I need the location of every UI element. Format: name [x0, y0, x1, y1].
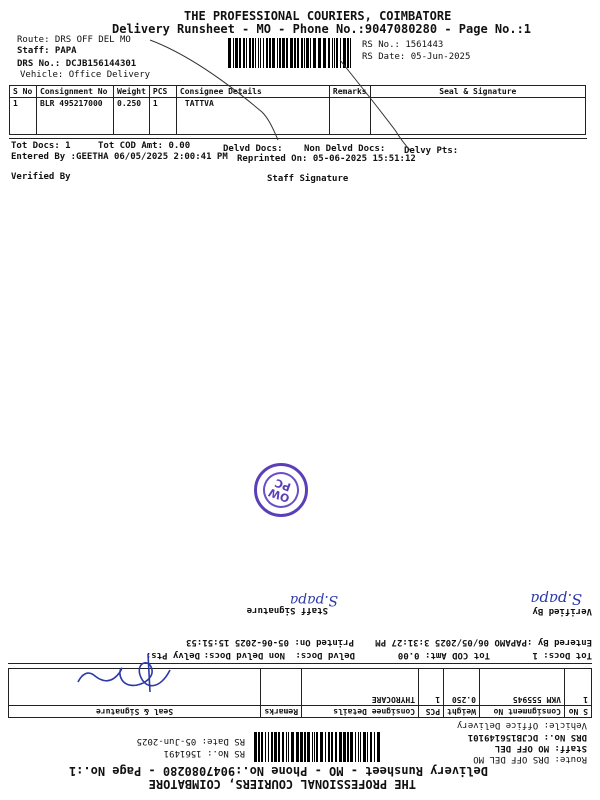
- barcode-bar: [254, 732, 257, 762]
- col-pcs: PCS: [149, 86, 176, 98]
- company-title: THE PROFESSIONAL COURIERS, COIMBATORE: [148, 777, 416, 791]
- rs-number: RS No.: 1561491: [163, 748, 245, 758]
- cell-consignment: BLR 495217000: [37, 98, 114, 135]
- barcode-bar: [325, 732, 326, 762]
- barcode-bar: [312, 732, 313, 762]
- cell-remarks: [261, 669, 302, 706]
- verifier-handwritten-mark: S.papa: [530, 590, 582, 608]
- barcode-bar: [278, 732, 280, 762]
- non-delvd-docs: Non Delvd Docs:: [203, 650, 285, 660]
- rs-date: RS Date: 05-Jun-2025: [362, 52, 471, 62]
- barcode-bar: [335, 732, 337, 762]
- barcode-bar: [268, 732, 269, 762]
- col-sno: S No: [10, 86, 37, 98]
- barcode-bar: [314, 732, 315, 762]
- col-pcs: PCS: [419, 706, 444, 718]
- vehicle-label: Vehicle: Office Delivery: [20, 70, 151, 80]
- barcode-bar: [300, 732, 303, 762]
- col-weight: Weight: [444, 706, 480, 718]
- barcode-bar: [331, 732, 333, 762]
- tot-cod: Tot COD Amt: 0.00: [397, 650, 490, 660]
- vehicle-label: Vehicle: Office Delivery: [456, 720, 587, 730]
- cell-weight: 0.250: [114, 98, 150, 135]
- company-title: THE PROFESSIONAL COURIERS, COIMBATORE: [184, 9, 452, 23]
- staff-signature: Staff Signature: [246, 605, 328, 615]
- verified-by: Verified By: [532, 606, 592, 616]
- stamp-text: OW PC: [258, 467, 304, 513]
- col-remarks: Remarks: [261, 706, 302, 718]
- staff-signature: Staff Signature: [267, 174, 349, 184]
- barcode-bar: [316, 732, 318, 762]
- verified-by: Verified By: [11, 172, 71, 182]
- col-seal: Seal & Signature: [370, 86, 585, 98]
- tot-cod: Tot COD Amt: 0.00: [98, 141, 191, 151]
- barcode-bar: [265, 732, 266, 762]
- barcode-bar: [328, 732, 330, 762]
- col-consignee: Consignee Details: [176, 86, 329, 98]
- barcode-bar: [282, 732, 284, 762]
- barcode: [250, 732, 380, 762]
- barcode-bar: [367, 732, 368, 762]
- route-label: Route: DRS OFF DEL MO: [473, 754, 587, 764]
- col-consignment: Consignment No: [480, 706, 565, 718]
- barcode-bar: [296, 732, 299, 762]
- col-consignee: Consignee Details: [302, 706, 419, 718]
- cell-sno: 1: [565, 669, 592, 706]
- entered-by: Entered By :PAPAMO 06/05/2025 3:31:27 PM: [375, 637, 592, 647]
- delvd-docs: Delvd Docs:: [223, 144, 283, 154]
- barcode-bar: [374, 732, 375, 762]
- cell-weight: 0.250: [444, 669, 480, 706]
- delvd-docs: Delvd Docs:: [295, 650, 355, 660]
- rs-number: RS No.: 1561443: [362, 40, 444, 50]
- runsheet-title: Delivery Runsheet - MO - Phone No.:9047080280 - Page No.:1: [68, 764, 488, 778]
- barcode-bar: [360, 732, 361, 762]
- barcode-bar: [320, 732, 323, 762]
- barcode-bar: [288, 732, 289, 762]
- drs-number: DRS No.: DCJB156144301: [17, 59, 137, 69]
- table-header-row: [9, 706, 592, 718]
- barcode-bar: [363, 732, 366, 762]
- cell-consignee: THYROCARE: [302, 669, 419, 706]
- cell-consignment: VKM 555945: [480, 669, 565, 706]
- col-weight: Weight: [114, 86, 150, 98]
- col-sno: S No: [565, 706, 592, 718]
- barcode-bar: [304, 732, 306, 762]
- rs-date: RS Date: 05-Jun-2025: [136, 736, 245, 746]
- barcode-bar: [377, 732, 380, 762]
- barcode-bar: [291, 732, 294, 762]
- barcode-bar: [339, 732, 342, 762]
- barcode-bar: [343, 732, 346, 762]
- barcode-bar: [258, 732, 260, 762]
- printed-on: Printed On: 05-06-2025 15:51:53: [186, 637, 354, 647]
- drs-number: DRS No.: DCJB156149101: [467, 732, 587, 742]
- barcode-bar: [347, 732, 349, 762]
- barcode-bar: [271, 732, 273, 762]
- entered-by: Entered By :GEETHA 06/05/2025 2:00:41 PM: [11, 152, 228, 162]
- cell-pcs: 1: [419, 669, 444, 706]
- barcode-bar: [370, 732, 372, 762]
- barcode-bar: [355, 732, 356, 762]
- runsheet-title: Delivery Runsheet - MO - Phone No.:9047080280 - Page No.:1: [112, 22, 532, 36]
- barcode-bar: [307, 732, 310, 762]
- delvy-pts: Delvy Pts:: [145, 650, 200, 660]
- cell-sno: 1: [10, 98, 37, 135]
- non-delvd-docs: Non Delvd Docs:: [304, 144, 386, 154]
- col-remarks: Remarks: [329, 86, 370, 98]
- col-seal: Seal & Signature: [9, 706, 261, 718]
- staff-handwritten-mark: S.papa: [289, 592, 338, 608]
- reprinted-on: Reprinted On: 05-06-2025 15:51:12: [237, 154, 416, 164]
- cell-consignee: TATTVA: [176, 98, 329, 135]
- staff-label: Staff: PAPA: [17, 46, 77, 56]
- staff-label: Staff: MO OFF DEL: [494, 743, 587, 753]
- tot-docs: Tot Docs: 1: [532, 650, 592, 660]
- seal-signature-scribble: [70, 650, 180, 700]
- tot-docs: Tot Docs: 1: [11, 141, 71, 151]
- col-consignment: Consignment No: [37, 86, 114, 98]
- cell-pcs: 1: [149, 98, 176, 135]
- barcode-bar: [261, 732, 263, 762]
- delvy-pts: Delvy Pts:: [404, 146, 459, 156]
- barcode-bar: [286, 732, 287, 762]
- barcode-bar: [350, 732, 353, 762]
- barcode-bar: [358, 732, 359, 762]
- route-label: Route: DRS OFF DEL MO: [17, 35, 131, 45]
- barcode-bar: [274, 732, 277, 762]
